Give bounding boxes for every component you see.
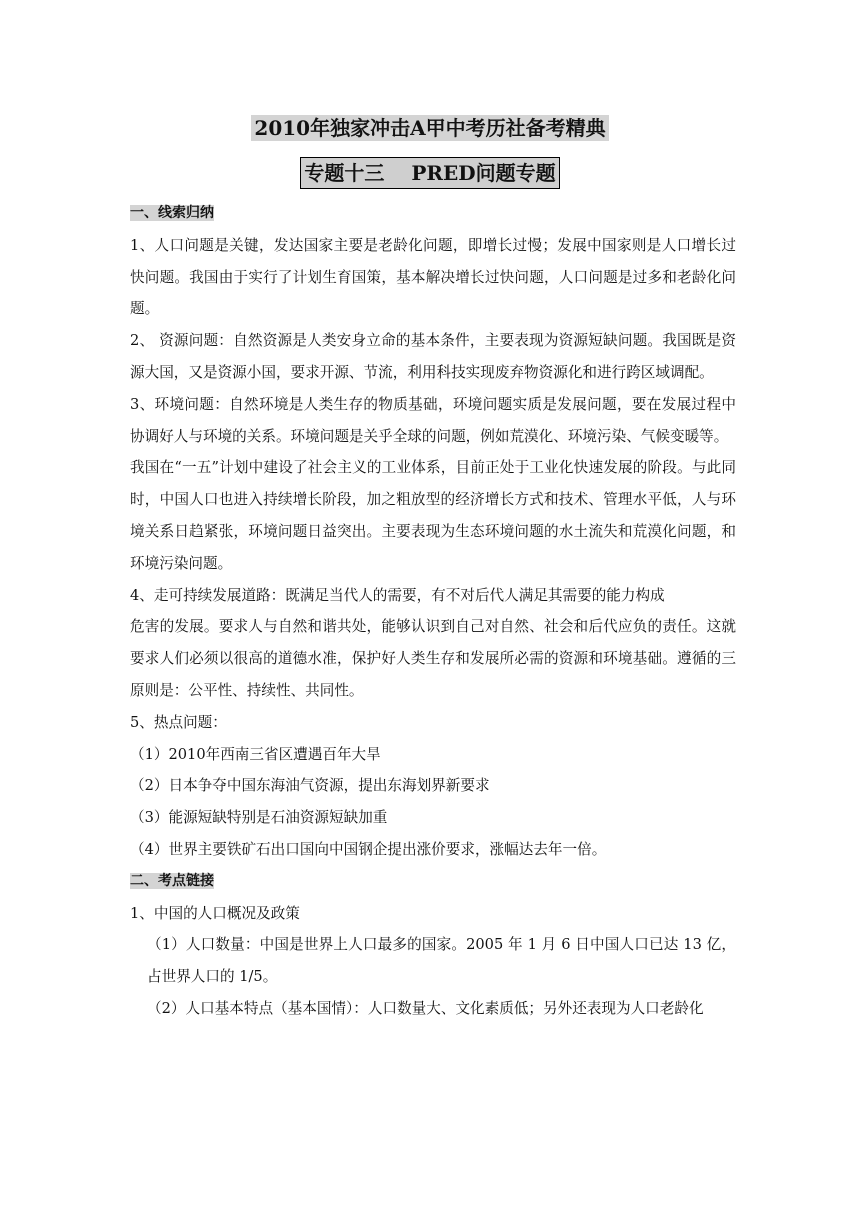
paragraph-industrialization: 我国在“一五”计划中建设了社会主义的工业体系，目前正处于工业化快速发展的阶段。与此同时，中国人口也进入持续增长阶段，加之粗放型的经济增长方式和技术、管理水平低，人与环境关系日趋紧张，环境问题日益突出。主要表现为生态环境问题的水土流失和荒漠化问题，和环境污染问题。	[130, 459, 736, 572]
document-body	[130, 198, 736, 1025]
paragraph-sustainable-intro: 4、走可持续发展道路：既满足当代人的需要，有不对后代人满足其需要的能力构成	[130, 586, 665, 604]
paragraph-sustainable: 危害的发展。要求人与自然和谐共处，能够认识到自己对自然、社会和后代应负的责任。这就要求人们必须以很高的道德水准，保护好人类生存和发展所必需的资源和环境基础。遵循的三原则是：公平性、持续性、共同性。	[130, 618, 736, 699]
paragraph-population: 1、人口问题是关键，发达国家主要是老龄化问题，即增长过慢；发展中国家则是人口增长过快问题。我国由于实行了计划生育国策，基本解决增长过快问题，人口问题是过多和老龄化问题。	[130, 236, 736, 318]
paragraph-environment: 3、环境问题：自然环境是人类生存的物质基础，环境问题实质是发展问题，要在发展过程中协调好人与环境的关系。环境问题是关乎全球的问题，例如荒漠化、环境污染、气候变暖等。	[130, 395, 736, 445]
list-item: （2）日本争夺中国东海油气资源，提出东海划界新要求	[130, 777, 490, 795]
section-heading-clues: 一、线索归纳	[130, 205, 214, 221]
paragraph-resources: 2、 资源问题：自然资源是人类安身立命的基本条件，主要表现为资源短缺问题。我国既是资源大国，又是资源小国，要求开源、节流，利用科技实现废弃物资源化和进行跨区域调配。	[130, 332, 736, 381]
section-heading-links: 二、考点链接	[130, 872, 214, 889]
paragraph-population-policy: 1、中国的人口概况及政策	[130, 904, 300, 922]
paragraph-population-features: （2）人口基本特点（基本国情）：人口数量大、文化素质低；另外还表现为人口老龄化	[147, 999, 704, 1017]
list-item: （1）2010年西南三省区遭遇百年大旱	[130, 745, 381, 763]
list-item: （3）能源短缺特别是石油资源短缺加重	[130, 809, 388, 827]
document-title: 2010年独家冲击A甲中考历社备考精典	[0, 112, 860, 141]
paragraph-population-count: （1）人口数量：中国是世界上人口最多的国家。2005 年 1 月 6 日中国人口已达 13 亿，占世界人口的 1/5。	[147, 936, 736, 986]
list-item: （4）世界主要铁矿石出口国向中国钢企提出涨价要求，涨幅达去年一倍。	[130, 840, 607, 858]
subtitle-container	[0, 157, 860, 189]
document-subtitle: 专题十三 PRED问题专题	[300, 157, 559, 189]
paragraph-hot-issues: 5、热点问题：	[130, 713, 227, 731]
